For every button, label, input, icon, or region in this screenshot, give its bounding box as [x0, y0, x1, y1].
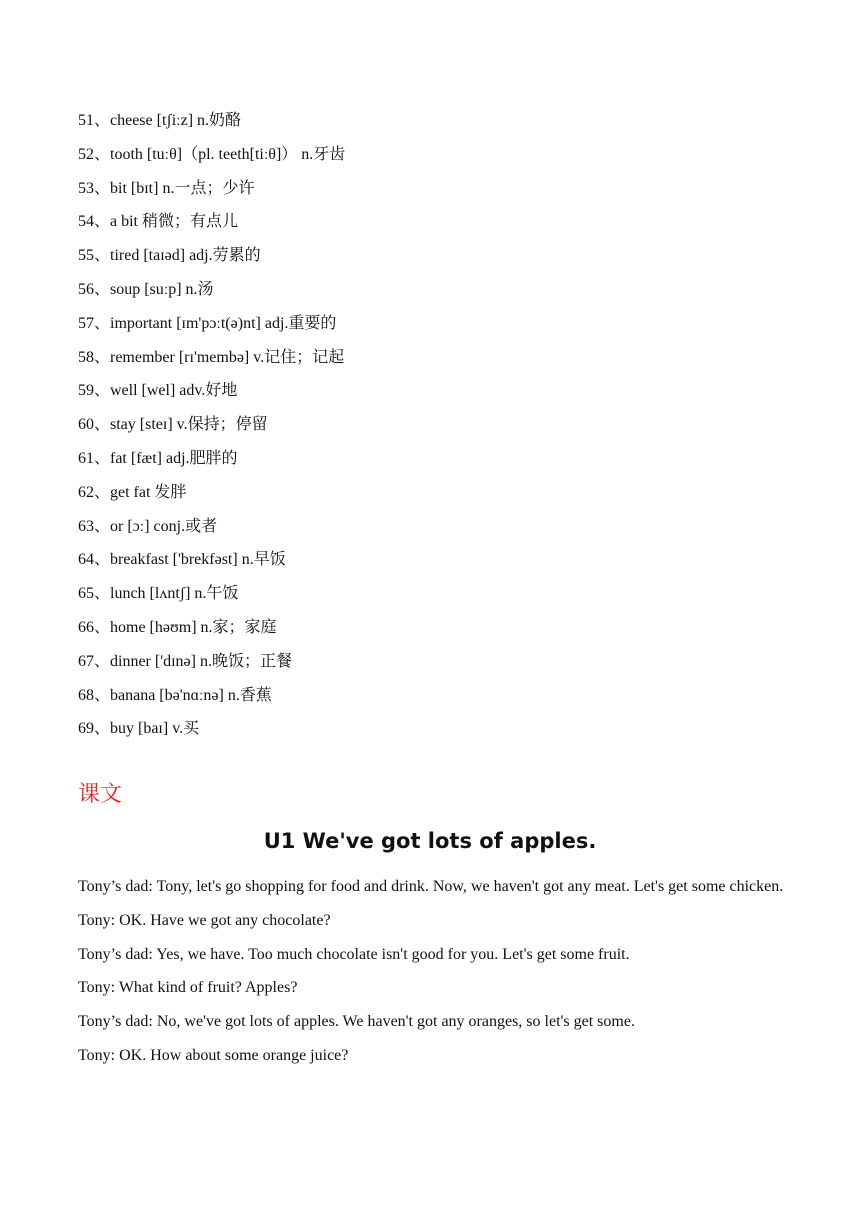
vocabulary-item: 69、buy [baɪ] v.买 — [78, 720, 200, 738]
vocabulary-item: 63、or [ɔː] conj.或者 — [78, 517, 218, 535]
vocabulary-list — [78, 109, 345, 751]
vocabulary-item: 54、a bit 稍微；有点儿 — [78, 213, 238, 231]
vocabulary-item: 53、bit [bɪt] n.一点；少许 — [78, 179, 255, 197]
vocabulary-item: 61、fat [fæt] adj.肥胖的 — [78, 449, 238, 467]
section-heading: 课文 — [78, 782, 123, 807]
vocabulary-item: 56、soup [suːp] n.汤 — [78, 280, 214, 298]
dialogue-line: Tony: OK. How about some orange juice? — [78, 1046, 349, 1064]
vocabulary-item: 58、remember [rɪ'membə] v.记住；记起 — [78, 348, 345, 366]
vocabulary-item: 51、cheese [tʃiːz] n.奶酪 — [78, 112, 242, 129]
dialogue-line: Tony’s dad: No, we've got lots of apples. We haven't got any oranges, so let's get some. — [78, 1013, 635, 1031]
vocabulary-item: 55、tired [taɪəd] adj.劳累的 — [78, 247, 261, 265]
dialogue — [78, 870, 798, 1073]
vocabulary-item: 60、stay [steɪ] v.保持；停留 — [78, 416, 268, 434]
dialogue-line: Tony’s dad: Yes, we have. Too much chocolate isn't good for you. Let's get some fruit. — [78, 945, 630, 963]
unit-title: U1 We've got lots of apples. — [263, 829, 597, 853]
vocabulary-item: 57、important [ɪm'pɔːt(ə)nt] adj.重要的 — [78, 314, 337, 332]
dialogue-line: Tony: What kind of fruit? Apples? — [78, 979, 298, 997]
vocabulary-item: 59、well [wel] adv.好地 — [78, 382, 238, 400]
vocabulary-item: 52、tooth [tuːθ]（pl. teeth[tiːθ]） n.牙齿 — [78, 145, 346, 163]
vocabulary-item: 62、get fat 发胖 — [78, 483, 187, 501]
vocabulary-item: 64、breakfast ['brekfəst] n.早饭 — [78, 551, 286, 569]
dialogue-line: Tony’s dad: Tony, let's go shopping for food and drink. Now, we haven't got any meat. Let's get some chicken. — [78, 878, 784, 895]
vocabulary-item: 65、lunch [lʌntʃ] n.午饭 — [78, 585, 239, 603]
vocabulary-item: 67、dinner ['dɪnə] n.晚饭；正餐 — [78, 652, 292, 670]
vocabulary-item: 68、banana [bə'nɑːnə] n.香蕉 — [78, 686, 272, 704]
dialogue-line: Tony: OK. Have we got any chocolate? — [78, 911, 331, 929]
vocabulary-item: 66、home [həʊm] n.家；家庭 — [78, 618, 277, 636]
